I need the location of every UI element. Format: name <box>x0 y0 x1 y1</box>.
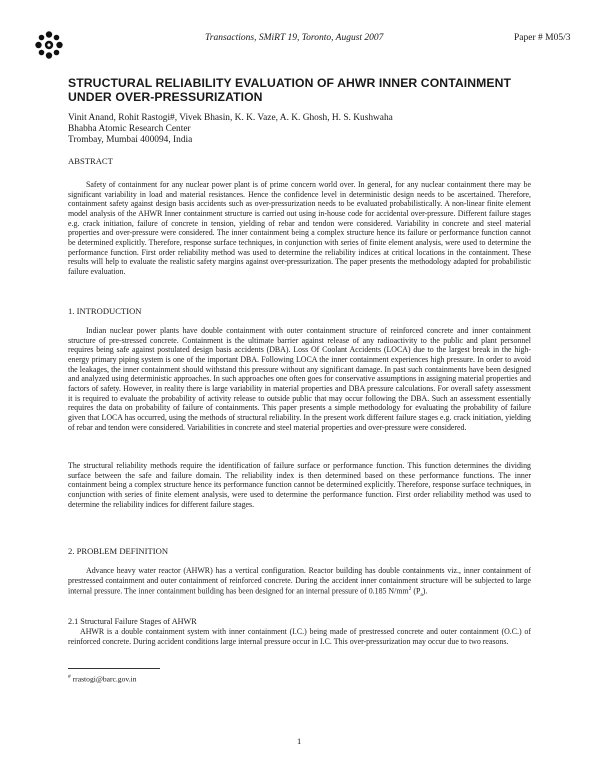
abstract-heading: ABSTRACT <box>68 156 113 166</box>
author-block <box>68 113 393 145</box>
failure-stages-paragraph: AHWR is a double containment system with inner containment (I.C.) being made of prestressed concrete and outer containment (O.C.) of reinforced concrete. During accident conditions large internal pressure occur in I.C. This over-pressurization may occur due to two reasons. <box>68 627 531 646</box>
footnote-mark: # <box>68 674 71 680</box>
problem-text: Advance heavy water reactor (AHWR) has a vertical configuration. Reactor building has double containments viz., inner containment of prestressed containment and outer containment of reinforced concrete. During the accident inner containment structure will be subjected to large internal pressure. The inner containment building has been designed for an internal pressure of 0.185 N/mm <box>68 566 531 596</box>
footnote-email: rrastogi@barc.gov.in <box>72 674 137 684</box>
pressure-unit-superscript: 2 <box>408 586 412 593</box>
footnote-separator <box>68 668 160 669</box>
author-affiliation: Bhabha Atomic Research Center <box>68 123 191 134</box>
abstract-text: Safety of containment for any nuclear power plant is of prime concern world over. In general, for any nuclear containment there may be significant variability in load and material resistances. Hence the confidence level in deterministic design needs to be ascertained. Therefore, containment safety against design basis accidents such as over-pressurization needs to be evaluated probabilistically. A non-linear finite element model analysis of the AHWR Inner containment structure is carried out using in-house code for accidental over-pressure. Different failure stages e.g. crack initiation, failure of concrete in tension, yielding of rebar and tendon were considered. Variability in concrete and steel material properties and over-pressure were considered. The inner containment being a complex structure hence its failure or performance function cannot be determined explicitly. Therefore, response surface techniques, in conjunction with series of finite element analysis, were used to determine the performance function. First order reliability method was used to determine the reliability indices at critical locations in the containment. These results will help to evaluate the realistic safety margins against over-pressurization. The paper presents the methodology adapted for probabilistic failure evaluation. <box>68 180 531 276</box>
page-number: 1 <box>297 736 302 746</box>
pressure-subscript: a <box>420 592 423 599</box>
journal-header: Transactions, SMiRT 19, Toronto, August 2007 <box>205 33 384 43</box>
author-names: Vinit Anand, Rohit Rastogi#, Vivek Bhasin, K. K. Vaze, A. K. Ghosh, H. S. Kushwaha <box>68 113 393 123</box>
introduction-paragraph-2: The structural reliability methods require the identification of failure surface or performance function. This function determines the dividing surface between the safe and failure domain. The reliability index is then determined based on these performance functions. The inner containment being a complex structure hence its performance function cannot be determined explicitly. Therefore, response surface techniques, in conjunction with series of finite element analysis, were used to determine the performance function. First order reliability method was used to determine the reliability indices for different failure stages. <box>68 461 531 509</box>
problem-definition-heading: 2. PROBLEM DEFINITION <box>68 546 169 556</box>
pressure-close: ). <box>422 586 428 596</box>
paper-number: Paper # M05/3 <box>514 33 571 43</box>
failure-stages-subheading: 2.1 Structural Failure Stages of AHWR <box>68 617 197 626</box>
introduction-heading: 1. INTRODUCTION <box>68 306 142 316</box>
introduction-paragraph-1: Indian nuclear power plants have double containment with outer containment structure of reinforced concrete and inner containment structure of pre-stressed concrete. Containment is the ultimate barrier against release of any radioactivity to the public and plant personnel requires being safe against postulated design basis accidents (DBA). Loss Of Coolant Accidents (LOCA) due to the largest break in the high-energy primary piping system is one of the important DBA. Following LOCA the inner containment experiences high pressure. In order to avoid the leakages, the inner containment should withstand this pressure without any significant damage. In past such containments have been designed and analyzed using deterministic approaches. In such approaches one often goes for conservative assumptions in assigning material properties and factors of safety. However, in reality there is large variability in material properties and DBA pressure calculations. For overall safety assessment it is required to evaluate the probability of activity release to outside public that may occur following the DBA. Such an assessment essentially requires the data on probability of failure of containments. This paper presents a simple methodology for evaluating the probability of failure given that LOCA has occurred, using the methods of structural reliability. In the present work different failure stages e.g. crack initiation, yielding of rebar and tendon were considered. Variabilities in concrete and steel material properties and over-pressure were considered. <box>68 326 531 432</box>
problem-definition-paragraph <box>68 566 531 601</box>
smirt-logo-icon <box>34 30 64 60</box>
author-address: Trombay, Mumbai 400094, India <box>68 134 193 145</box>
paper-title: STRUCTURAL RELIABILITY EVALUATION OF AHWR INNER CONTAINMENT UNDER OVER-PRESSURIZATION <box>68 76 512 104</box>
pressure-open: (P <box>411 586 421 596</box>
footnote <box>68 674 137 684</box>
